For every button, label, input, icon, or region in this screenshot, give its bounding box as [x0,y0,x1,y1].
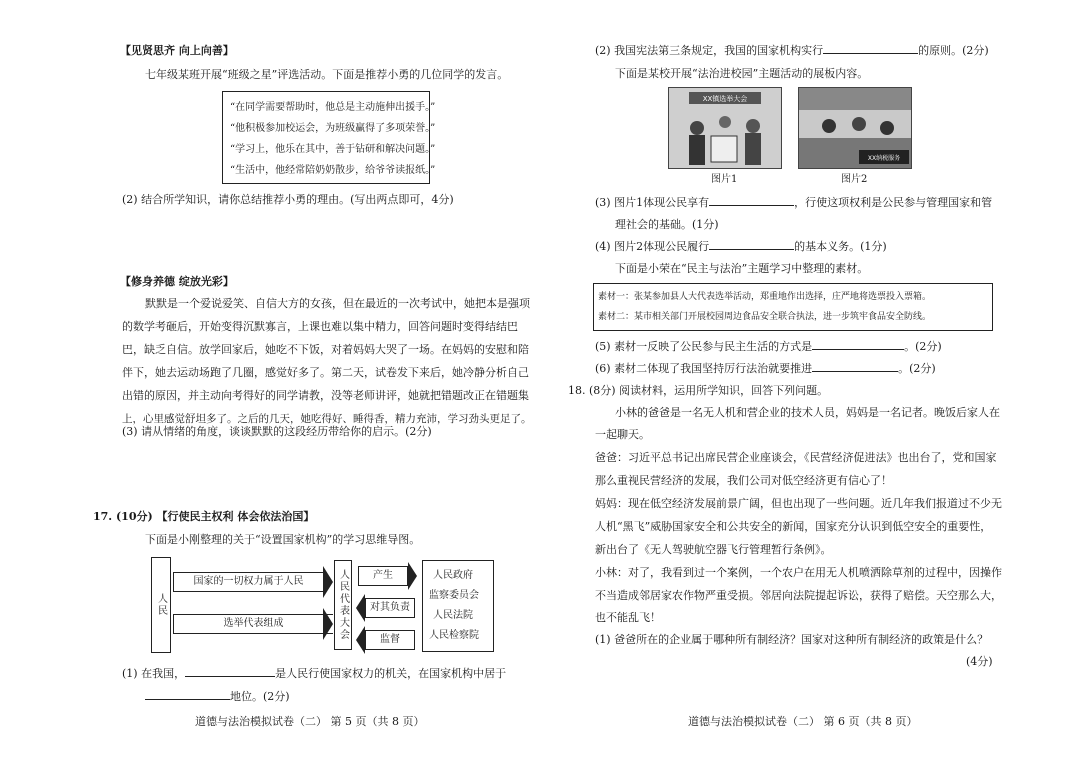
organ-item: 人民法院 [433,610,473,621]
q-text: ，行使这项权利是公民参与管理国家和管 [794,196,993,209]
question-17-3-cont: 理社会的基础。(1分) [615,218,719,231]
story-line: 那么重视民营经济的发展，我们公司对低空经济更有信心了！ [595,474,892,487]
story-line: 一起聊天。 [595,428,650,441]
material-intro: 下面是小荣在“民主与法治”主题学习中整理的素材。 [615,262,869,275]
story-line: 默默是一个爱说爱笑、自信大方的女孩，但在最近的一次考试中，她把本是强项 [145,297,530,310]
voting-scene-icon [669,88,781,168]
q-text: (2) 我国宪法第三条规定，我国的国家机构实行 [595,44,824,57]
question-17-heading: 17. (10分) 【行使民主权利 体会依法治国】 [93,510,315,523]
story-line: 人机“黑飞”威胁国家安全和公共安全的新闻，国家充分认识到低空安全的重要性， [595,520,992,533]
story-line: 巴，缺乏自信。放学回家后，她吃不下饭，对着妈妈大哭了一场。在妈妈的安慰和陪 [122,343,529,356]
q-text: 是人民行使国家权力的机关，在国家机构中居于 [275,667,507,680]
q-text: 。(2分) [904,340,942,353]
photo-1-caption: 图片1 [711,174,738,185]
question-3: (3) 请从情绪的角度，谈谈默默的这段经历带给你的启示。(2分) [122,425,432,438]
answer-blank[interactable] [709,205,794,206]
q-text: 。(2分) [898,362,936,375]
arrow-label: 选举代表组成 [223,618,284,629]
mindmap-intro: 下面是小刚整理的关于“设置国家机构”的学习思维导图。 [145,533,421,546]
question-17-2 [595,44,989,58]
supervise-arrow [365,630,415,650]
arrow-head-icon [356,626,365,654]
supervise-label: 监督 [380,634,400,645]
answer-blank[interactable] [812,371,898,372]
arrow-label: 国家的一切权力属于人民 [193,576,304,587]
question-17-1-cont [145,690,290,704]
arrow-head-icon [323,566,333,598]
arrow-head-icon [356,594,365,622]
arrow-power-belongs-to-people [173,572,323,592]
story-line: 出错的原因，并主动向考得好的同学请教，没等老师讲评，她就把错题改正在错题集 [122,389,529,402]
section-heading-2: 【修身养德 绽放光彩】 [120,275,234,288]
section-intro-1: 七年级某班开展“班级之星”评选活动。下面是推荐小勇的几位同学的发言。 [145,68,509,81]
q-text: 的原则。(2分) [918,44,989,57]
congress-box: 人民代表大会 [334,560,352,650]
question-2: (2) 结合所学知识，请你总结推荐小勇的理由。(写出两点即可，4分) [122,193,454,206]
produce-label: 产生 [373,570,393,581]
right-page [540,0,1080,764]
q-text: (5) 素材一反映了公民参与民主生活的方式是 [595,340,813,353]
q-text: 的基本义务。(1分) [794,240,887,253]
people-box: 人民 [151,557,171,653]
q-text: (3) 图片1体现公民享有 [595,196,710,209]
arrow-head-icon [408,562,417,590]
question-18-1: (1) 爸爸所在的企业属于哪种所有制经济？国家对这种所有制经济的政策是什么？ [595,633,989,646]
story-line: 小林的爸爸是一名无人机和营企业的技术人员，妈妈是一名记者。晚饭后家人在 [615,406,1000,419]
page-footer: 道德与法治模拟试卷（二） 第 5 页（共 8 页） [195,715,425,728]
quote-line: “他积极参加校运会，为班级赢得了多项荣誉。” [230,123,436,134]
arrow-elect-deputies [173,614,333,634]
photo-1 [668,87,782,169]
arrow-head-icon [323,608,333,640]
photo-2 [798,87,912,169]
material-2: 素材二：某市相关部门开展校园周边食品安全联合执法，进一步筑牢食品安全防线。 [598,312,932,322]
photo1-sign: XX镇选举大会 [702,95,748,103]
question-17-6 [595,362,936,376]
answer-blank[interactable] [145,699,230,700]
story-line: 小林：对了，我看到过一个案例，一个农户在用无人机喷洒除草剂的过程中，因操作 [595,566,1002,579]
story-line: 妈妈：现在低空经济发展前景广阔，但也出现了一些问题。近几年我们报道过不少无 [595,497,1002,510]
story-line: 伴下，她去运动场跑了几圈，感觉好多了。第二天，试卷发下来后，她冷静分析自己 [122,366,529,379]
story-line: 爸爸：习近平总书记出席民营企业座谈会，《民营经济促进法》也出台了，党和国家 [595,451,997,464]
quote-line: “在同学需要帮助时，他总是主动施伸出援手。” [230,102,436,113]
quote-line: “生活中，他经常陪奶奶散步，给爷爷读报纸。” [230,165,436,176]
question-17-1 [122,667,506,681]
responsible-label: 对其负责 [370,602,410,613]
produce-arrow [358,566,408,586]
answer-blank[interactable] [823,53,918,54]
state-organs-box [422,560,494,652]
responsible-arrow [365,598,415,618]
organ-item: 人民检察院 [429,630,479,641]
photo2-sign: XX纳税服务 [867,155,901,162]
story-line: 新出台了《无人驾驶航空器飞行管理暂行条例》。 [595,543,832,556]
organ-item: 监察委员会 [429,590,479,601]
material-box [593,283,993,331]
q-text: (6) 素材二体现了我国坚持厉行法治就要推进 [595,362,813,375]
question-18-1-score: (4分) [966,655,993,668]
question-17-5 [595,340,942,354]
question-17-4 [595,240,887,254]
q-text: 地位。(2分) [230,690,290,703]
story-line: 也不能乱飞！ [595,611,661,624]
answer-blank[interactable] [812,349,904,350]
tax-service-scene-icon [799,88,911,168]
section-heading-1: 【见贤思齐 向上向善】 [120,44,234,57]
page-footer: 道德与法治模拟试卷（二） 第 6 页（共 8 页） [688,715,918,728]
q-text: (4) 图片2体现公民履行 [595,240,710,253]
quote-line: “学习上，他乐在其中，善于钻研和解决问题。” [230,144,436,155]
story-line: 上，心里感觉舒坦多了。之后的几天，她吃得好、睡得香，精力充沛，学习劲头更足了。 [122,413,532,425]
story-line: 不当造成邻居家农作物严重受损。邻居向法院提起诉讼，获得了赔偿。天空那么大， [595,589,1002,602]
organ-item: 人民政府 [433,570,473,581]
story-line: 的数学考砸后，开始变得沉默寡言，上课也难以集中精力，回答问题时变得结结巴 [122,320,518,333]
answer-blank[interactable] [709,249,794,250]
photo-2-caption: 图片2 [841,174,868,185]
q-text: (1) 在我国， [122,667,186,680]
quote-box [222,91,436,184]
question-18-heading: 18. (8分) 阅读材料，运用所学知识，回答下列问题。 [568,384,829,397]
answer-blank[interactable] [185,676,275,677]
question-17-3 [595,196,992,210]
photos-intro: 下面是某校开展“法治进校园”主题活动的展板内容。 [615,67,869,80]
material-1: 素材一：张某参加县人大代表选举活动，郑重地作出选择，庄严地将选票投入票箱。 [598,292,932,302]
